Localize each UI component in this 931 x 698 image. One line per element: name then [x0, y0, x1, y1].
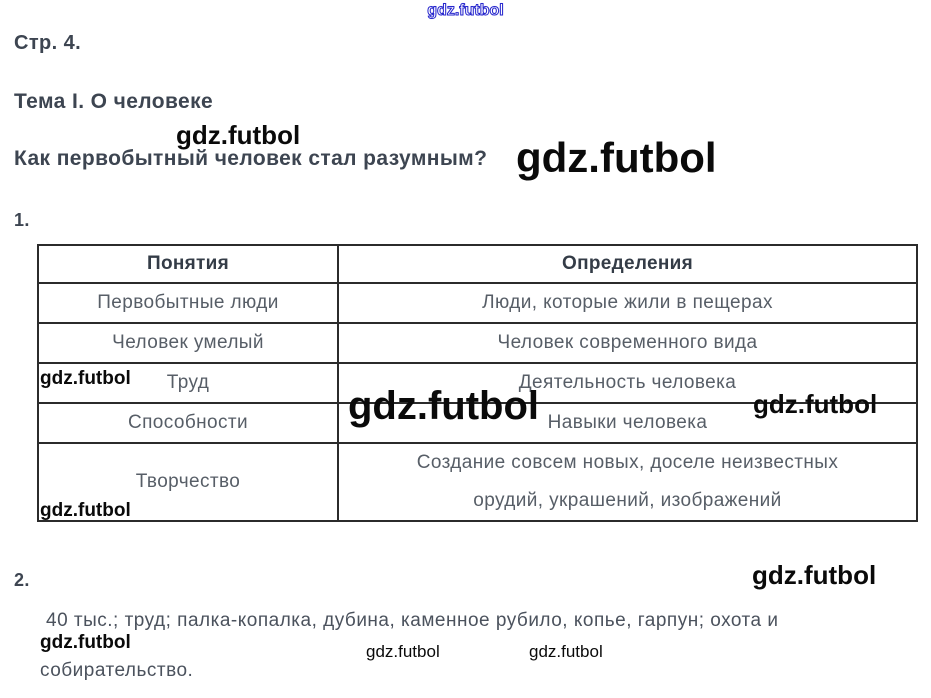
concept-cell: Труд	[38, 363, 338, 403]
table-row	[38, 443, 917, 521]
question-title: Как первобытный человек стал разумным?	[14, 147, 488, 170]
table-header-concepts: Понятия	[38, 245, 338, 283]
watermark-table-left: gdz.futbol	[40, 368, 131, 389]
watermark-above-question: gdz.futbol	[176, 120, 301, 150]
table-row	[38, 323, 917, 363]
table-row	[38, 283, 917, 323]
concepts-definitions-table	[37, 244, 918, 522]
table-header-definitions: Определения	[338, 245, 917, 283]
concept-cell: Способности	[38, 403, 338, 443]
answer-2-line-2: собирательство.	[40, 660, 194, 681]
page-number-label: Стр. 4.	[14, 32, 82, 54]
answer-2-line-1: 40 тыс.; труд; палка-копалка, дубина, каменное рубило, копье, гарпун; охота и	[46, 610, 779, 631]
concept-cell: Творчество	[38, 443, 338, 521]
watermark-large-right: gdz.futbol	[516, 134, 717, 181]
concept-cell: Первобытные люди	[38, 283, 338, 323]
theme-title: Тема I. О человеке	[14, 90, 214, 113]
definition-cell: Навыки человека	[338, 403, 917, 443]
task-2-label: 2.	[14, 570, 30, 590]
table-header-row	[38, 245, 917, 283]
watermark-table-bottom-left: gdz.futbol	[40, 500, 131, 521]
watermark-answer-center: gdz.futbol	[366, 642, 440, 661]
task-1-label: 1.	[14, 210, 30, 230]
definition-cell	[338, 443, 917, 521]
watermark-answer-center-right: gdz.futbol	[529, 642, 603, 661]
watermark-table-right: gdz.futbol	[753, 389, 878, 419]
definition-cell: Человек современного вида	[338, 323, 917, 363]
definition-line: орудий, украшений, изображений	[473, 490, 782, 511]
watermark-top: gdz.futbol	[427, 2, 504, 19]
concept-cell: Человек умелый	[38, 323, 338, 363]
watermark-task2-right: gdz.futbol	[752, 560, 877, 590]
watermark-large-table-center: gdz.futbol	[348, 384, 540, 428]
definition-cell: Деятельность человека	[338, 363, 917, 403]
definition-line: Создание совсем новых, доселе неизвестных	[416, 452, 839, 473]
watermark-answer-left: gdz.futbol	[40, 632, 131, 653]
definition-cell: Люди, которые жили в пещерах	[338, 283, 917, 323]
